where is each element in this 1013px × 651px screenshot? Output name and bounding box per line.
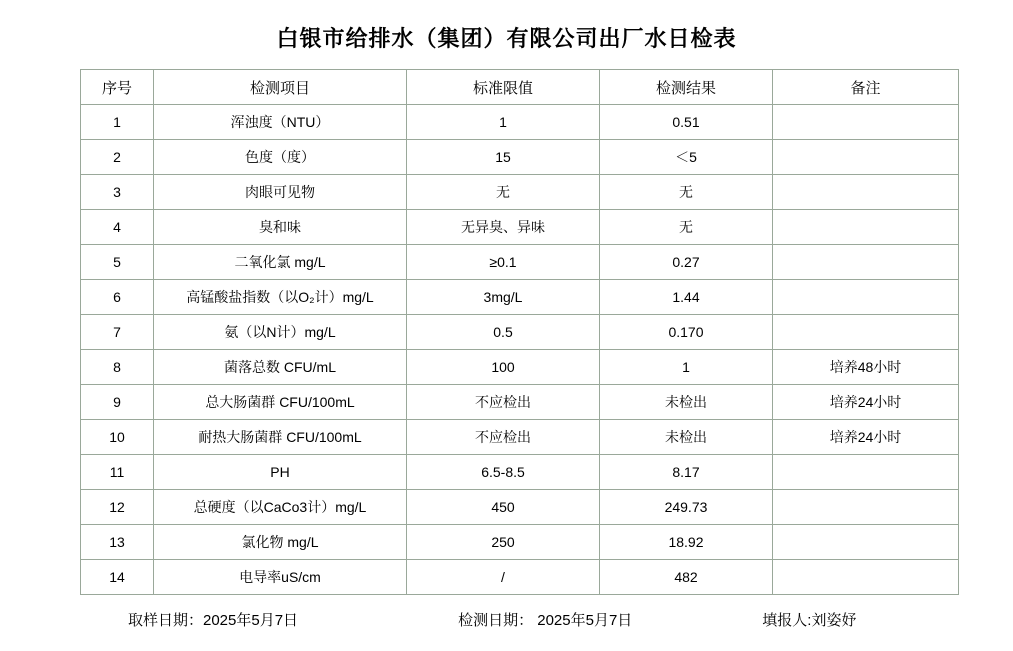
cell-std: 无异臭、异味	[407, 210, 600, 245]
test-date: 检测日期： 2025年5月7日	[458, 612, 633, 629]
cell-std: 450	[407, 490, 600, 525]
water-quality-table	[80, 69, 959, 595]
header-cell-note: 备注	[773, 70, 959, 105]
cell-item: PH	[154, 455, 407, 490]
table-row	[81, 560, 959, 595]
cell-note	[773, 560, 959, 595]
page-title: 白银市给排水（集团）有限公司出厂水日检表	[276, 26, 737, 51]
cell-item: 高锰酸盐指数（以O₂计）mg/L	[154, 280, 407, 315]
cell-item: 肉眼可见物	[154, 175, 407, 210]
cell-no: 13	[81, 525, 154, 560]
cell-std: 1	[407, 105, 600, 140]
cell-std: 0.5	[407, 315, 600, 350]
table-row	[81, 350, 959, 385]
table-row	[81, 280, 959, 315]
cell-note	[773, 280, 959, 315]
cell-note	[773, 525, 959, 560]
cell-std: 6.5-8.5	[407, 455, 600, 490]
cell-result: 0.27	[600, 245, 773, 280]
cell-std: /	[407, 560, 600, 595]
cell-result: 未检出	[600, 385, 773, 420]
header-cell-no: 序号	[81, 70, 154, 105]
cell-item: 总大肠菌群 CFU/100mL	[154, 385, 407, 420]
cell-note	[773, 245, 959, 280]
cell-note	[773, 490, 959, 525]
cell-no: 9	[81, 385, 154, 420]
cell-item: 色度（度）	[154, 140, 407, 175]
cell-item: 氯化物 mg/L	[154, 525, 407, 560]
cell-std: 15	[407, 140, 600, 175]
cell-std: 100	[407, 350, 600, 385]
cell-std: 无	[407, 175, 600, 210]
cell-note: 培养24小时	[773, 420, 959, 455]
cell-no: 3	[81, 175, 154, 210]
table-body	[81, 105, 959, 595]
cell-std: 不应检出	[407, 385, 600, 420]
cell-note	[773, 315, 959, 350]
header-cell-item: 检测项目	[154, 70, 407, 105]
cell-result: 249.73	[600, 490, 773, 525]
cell-item: 二氧化氯 mg/L	[154, 245, 407, 280]
table-row	[81, 385, 959, 420]
table-row	[81, 420, 959, 455]
cell-result: ＜5	[600, 140, 773, 175]
cell-item: 总硬度（以CaCo3计）mg/L	[154, 490, 407, 525]
table-row	[81, 210, 959, 245]
table-row	[81, 105, 959, 140]
cell-result: 未检出	[600, 420, 773, 455]
cell-no: 12	[81, 490, 154, 525]
cell-note: 培养48小时	[773, 350, 959, 385]
cell-note	[773, 455, 959, 490]
table-row	[81, 175, 959, 210]
cell-item: 臭和味	[154, 210, 407, 245]
table-row	[81, 490, 959, 525]
cell-result: 1.44	[600, 280, 773, 315]
cell-result: 482	[600, 560, 773, 595]
cell-std: 3mg/L	[407, 280, 600, 315]
header-cell-result: 检测结果	[600, 70, 773, 105]
table-header	[81, 70, 959, 105]
cell-no: 8	[81, 350, 154, 385]
cell-item: 氨（以N计）mg/L	[154, 315, 407, 350]
cell-note	[773, 175, 959, 210]
cell-result: 无	[600, 175, 773, 210]
cell-result: 无	[600, 210, 773, 245]
table-row	[81, 245, 959, 280]
cell-no: 6	[81, 280, 154, 315]
cell-item: 电导率uS/cm	[154, 560, 407, 595]
cell-item: 浑浊度（NTU）	[154, 105, 407, 140]
footer	[0, 595, 1013, 630]
cell-result: 0.51	[600, 105, 773, 140]
sample-date: 取样日期：2025年5月7日	[128, 612, 299, 629]
cell-no: 10	[81, 420, 154, 455]
cell-result: 8.17	[600, 455, 773, 490]
table-row	[81, 315, 959, 350]
cell-no: 11	[81, 455, 154, 490]
cell-note	[773, 210, 959, 245]
cell-result: 1	[600, 350, 773, 385]
cell-std: 不应检出	[407, 420, 600, 455]
cell-no: 1	[81, 105, 154, 140]
cell-result: 0.170	[600, 315, 773, 350]
cell-no: 5	[81, 245, 154, 280]
cell-item: 耐热大肠菌群 CFU/100mL	[154, 420, 407, 455]
table-header-row	[81, 70, 959, 105]
cell-note	[773, 140, 959, 175]
table-container	[0, 69, 1013, 595]
cell-result: 18.92	[600, 525, 773, 560]
cell-no: 14	[81, 560, 154, 595]
cell-std: ≥0.1	[407, 245, 600, 280]
cell-item: 菌落总数 CFU/mL	[154, 350, 407, 385]
cell-no: 7	[81, 315, 154, 350]
cell-note: 培养24小时	[773, 385, 959, 420]
cell-note	[773, 105, 959, 140]
cell-no: 4	[81, 210, 154, 245]
table-row	[81, 455, 959, 490]
table-row	[81, 140, 959, 175]
filler-name: 填报人:刘姿妤	[762, 612, 857, 629]
cell-std: 250	[407, 525, 600, 560]
header-cell-std: 标准限值	[407, 70, 600, 105]
table-row	[81, 525, 959, 560]
cell-no: 2	[81, 140, 154, 175]
